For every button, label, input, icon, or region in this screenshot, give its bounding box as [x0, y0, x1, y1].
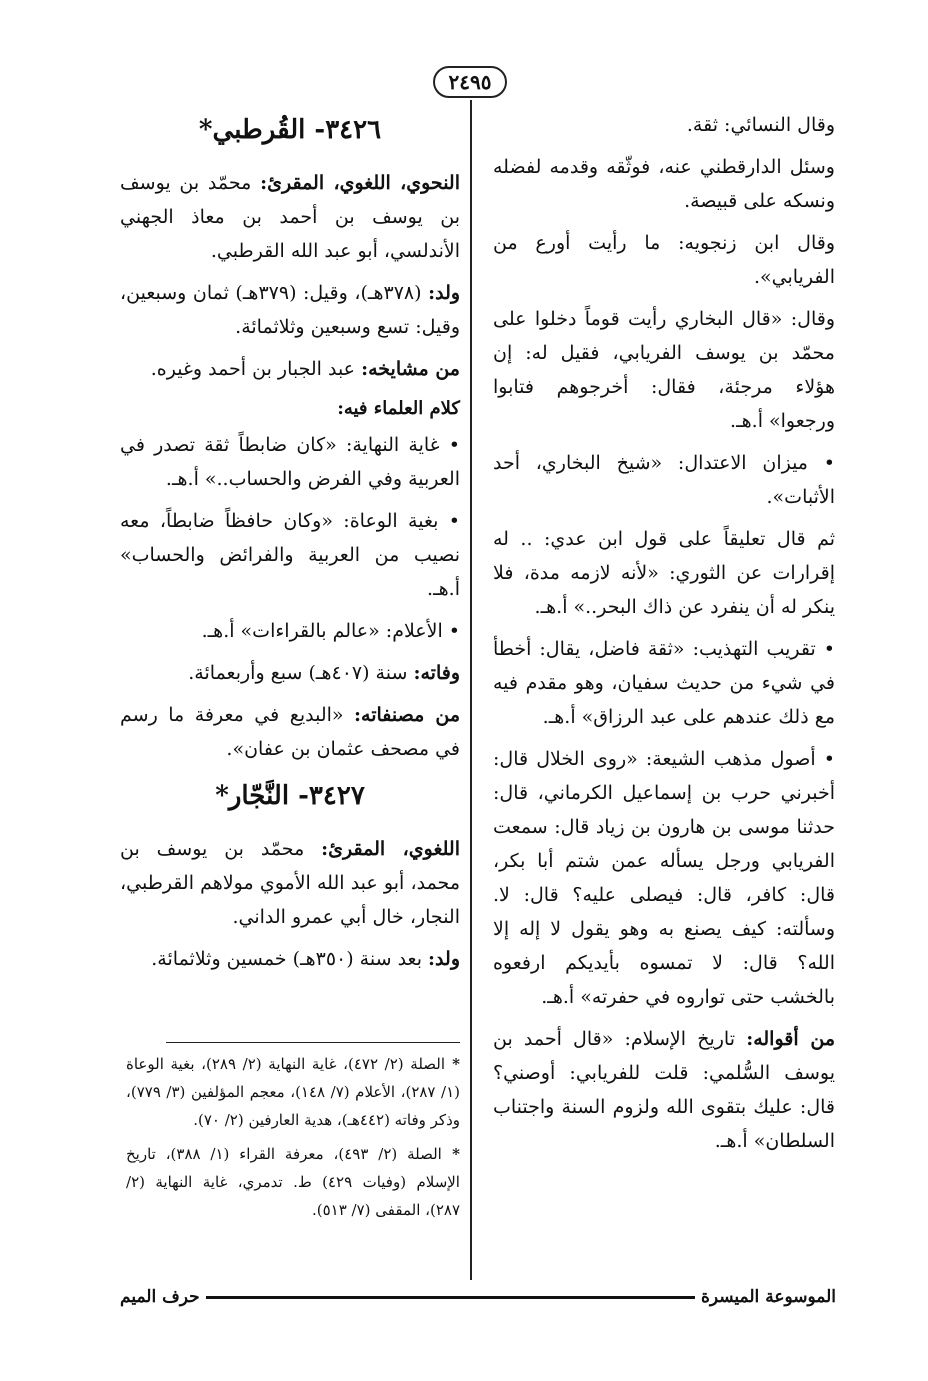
- paragraph-label: ولد:: [428, 282, 461, 304]
- bullet-paragraph: • بغية الوعاة: «وكان حافظاً ضابطاً، معه نصيب من العربية والفرائض والحساب» أ.هـ.: [120, 504, 460, 606]
- bullet-paragraph: • أصول مذهب الشيعة: «روى الخلال قال: أخبرني حرب بن إسماعيل الكرماني، قال: حدثنا موسى بن هارون بن زياد قال: سمعت الفريابي ورجل يسأله عمن شتم أبا بكر، قال: كافر، قال: فيصلى عليه؟ قال: لا. وسألته: كيف يصنع به وهو يقول لا إله إلا الله؟ قال: لا تمسوه بأيديكم ارفعوه بالخشب حتى تواروه في حفرته» أ.هـ.: [493, 742, 835, 1014]
- labeled-paragraph: [120, 276, 460, 344]
- entry-heading: ٣٤٢٧- النَّجّار*: [215, 781, 365, 811]
- labeled-paragraph: [120, 352, 460, 386]
- bullet-paragraph: • غاية النهاية: «كان ضابطاً ثقة تصدر في العربية وفي الفرض والحساب..» أ.هـ.: [120, 428, 460, 496]
- paragraph-text: تاريخ الإسلام: «قال أحمد بن يوسف السُّلمي: قلت للفريابي: أوصني؟ قال: عليك بتقوى الله ولزوم السنة واجتناب السلطان» أ.هـ.: [493, 1028, 835, 1152]
- paragraph-label: من مشايخه:: [361, 358, 460, 380]
- page-number: [424, 62, 516, 102]
- footer-book-title: الموسوعة الميسرة: [700, 1287, 836, 1307]
- footnote: * الصلة (٢/ ٤٧٢)، غاية النهاية (٢/ ٢٨٩)، بغية الوعاة (١/ ٢٨٧)، الأعلام (٧/ ١٤٨)، معجم المؤلفين (٣/ ٧٧٩)، وذكر وفاته (٤٤٢هـ)، هدية العارفين (٢/ ٧٠).: [126, 1050, 460, 1134]
- page-footer: [120, 1282, 836, 1312]
- paragraph-text: محمّد بن يوسف بن محمد، أبو عبد الله الأموي مولاهم القرطبي، النجار، خال أبي عمرو الداني.: [120, 838, 460, 928]
- paragraph-text: عبد الجبار بن أحمد وغيره.: [150, 358, 362, 380]
- paragraph: ثم قال تعليقاً على قول ابن عدي: .. له إقرارات عن الثوري: «لأنه لازمه مدة، فلا ينكر له أن ينفرد عن ذاك البحر..» أ.هـ.: [493, 528, 835, 618]
- paragraph-label: وفاته:: [413, 662, 460, 684]
- paragraph-text: (٣٧٨هـ)، وقيل: (٣٧٩هـ) ثمان وسبعين، وقيل: تسع وسبعين وثلاثمائة.: [120, 282, 460, 338]
- bullet-paragraph: • الأعلام: «عالم بالقراءات» أ.هـ.: [120, 614, 460, 648]
- paragraph: وقال النسائي: ثقة.: [686, 114, 835, 136]
- left-column: [120, 108, 460, 984]
- paragraph-label: من أقواله:: [746, 1028, 836, 1050]
- labeled-paragraph: [120, 832, 460, 934]
- bullet-paragraph: • تقريب التهذيب: «ثقة فاضل، يقال: أخطأ في شيء من حديث سفيان، وهو مقدم فيه مع ذلك عندهم على عبد الرزاق» أ.هـ.: [493, 632, 835, 734]
- footer-rule: [206, 1296, 695, 1299]
- right-column: [493, 108, 835, 1166]
- labeled-paragraph: [120, 656, 460, 690]
- paragraph-label: من مصنفاته:: [354, 704, 461, 726]
- footnotes: [126, 1050, 460, 1230]
- labeled-paragraph: [120, 166, 460, 268]
- column-divider: [470, 100, 472, 1280]
- paragraph-label: النحوي، اللغوي، المقرئ:: [260, 172, 460, 194]
- footnote: * الصلة (٢/ ٤٩٣)، معرفة القراء (١/ ٣٨٨)، تاريخ الإسلام (وفيات ٤٢٩) ط. تدمري، غاية النهاية (٢/ ٢٨٧)، المقفى (٧/ ٥١٣).: [126, 1140, 460, 1224]
- footnote-rule: [166, 1042, 460, 1043]
- entry-heading: ٣٤٢٦- القُرطبي*: [198, 115, 382, 145]
- footer-section-title: حرف الميم: [120, 1287, 200, 1307]
- paragraph-text: «البديع في معرفة ما رسم في مصحف عثمان بن عفان».: [120, 704, 460, 760]
- paragraph-label: اللغوي، المقرئ:: [321, 838, 460, 860]
- section-heading: كلام العلماء فيه:: [337, 398, 460, 419]
- paragraph: وقال ابن زنجويه: ما رأيت أورع من الفريابي».: [493, 232, 835, 288]
- paragraph-text: محمّد بن يوسف بن يوسف بن أحمد بن معاذ الجهني الأندلسي، أبو عبد الله القرطبي.: [120, 172, 460, 262]
- labeled-paragraph: [493, 1022, 835, 1158]
- paragraph-text: سنة (٤٠٧هـ) سبع وأربعمائة.: [188, 662, 414, 684]
- bullet-paragraph: • ميزان الاعتدال: «شيخ البخاري، أحد الأثبات».: [493, 446, 835, 514]
- page-number-label: ٢٤٩٥: [433, 66, 508, 98]
- paragraph-text: بعد سنة (٣٥٠هـ) خمسين وثلاثمائة.: [151, 948, 429, 970]
- paragraph: وسئل الدارقطني عنه، فوثّقه وقدمه لفضله ونسكه على قبيصة.: [493, 156, 835, 212]
- paragraph: وقال: «قال البخاري رأيت قوماً دخلوا على محمّد بن يوسف الفريابي، فقيل له: إن هؤلاء مرجئة، فقال: أخرجوهم فتابوا ورجعوا» أ.هـ.: [493, 308, 835, 432]
- labeled-paragraph: [120, 942, 460, 976]
- labeled-paragraph: [120, 698, 460, 766]
- paragraph-label: ولد:: [428, 948, 460, 970]
